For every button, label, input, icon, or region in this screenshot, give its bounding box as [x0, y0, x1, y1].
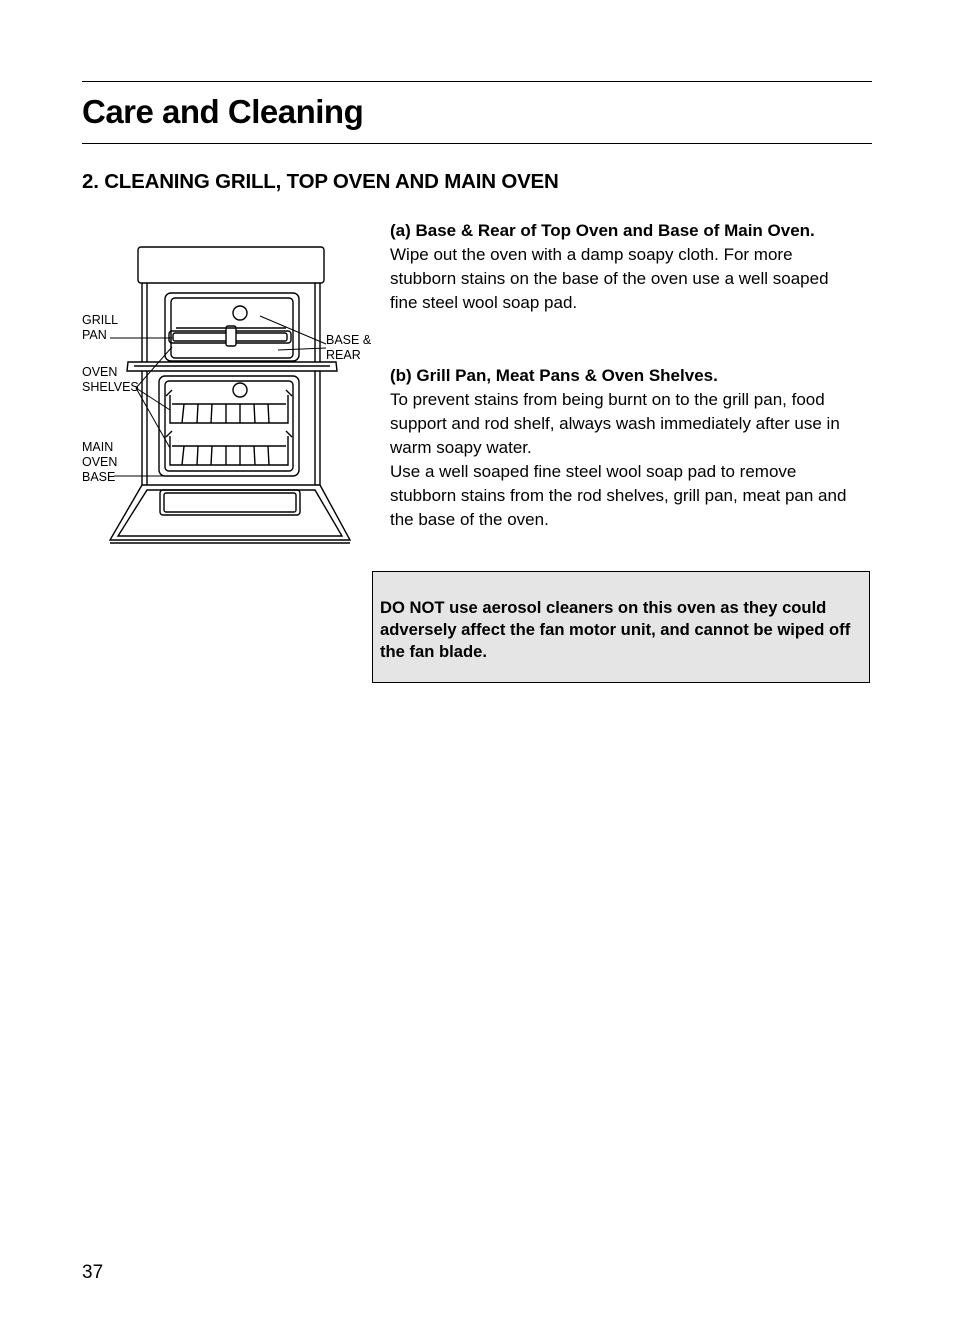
part-b-body-2: Use a well soaped fine steel wool soap pad to remove stubborn stains from the rod shelves, grill pan, meat pan and the base of the oven. [390, 462, 847, 529]
label-grill-pan-line1: GRILL [82, 313, 119, 327]
title-rule [82, 143, 872, 144]
part-a-block [390, 219, 860, 315]
label-oven-shelves-line1: OVEN [82, 365, 118, 379]
warning-text: DO NOT use aerosol cleaners on this oven as they could adversely affect the fan motor unit, and cannot be wiped off the fan blade. [380, 598, 851, 661]
part-b-body-1: To prevent stains from being burnt on to the grill pan, food support and rod shelf, always wash immediately after use in warm soapy water. [390, 390, 840, 457]
label-oven-shelves-line2: SHELVES [82, 380, 139, 394]
section-heading: 2. CLEANING GRILL, TOP OVEN AND MAIN OVEN [82, 170, 559, 193]
label-main-oven-base [82, 440, 142, 485]
label-base-rear [326, 333, 386, 363]
part-b-block [390, 364, 860, 532]
label-main-oven-base-line1: MAIN [82, 440, 114, 454]
part-a-body: Wipe out the oven with a damp soapy cloth. For more stubborn stains on the base of the oven use a well soaped fine steel wool soap pad. [390, 245, 829, 312]
page-number: 37 [82, 1262, 104, 1283]
oven-illustration [80, 240, 380, 550]
label-main-oven-base-line3: BASE [82, 470, 116, 484]
top-rule [82, 81, 872, 82]
label-oven-shelves [82, 365, 152, 395]
part-b-heading: (b) Grill Pan, Meat Pans & Oven Shelves. [390, 366, 718, 385]
oven-diagram [80, 240, 380, 550]
part-a-heading: (a) Base & Rear of Top Oven and Base of Main Oven. [390, 221, 815, 240]
page-title: Care and Cleaning [82, 93, 364, 130]
warning-box [372, 571, 870, 683]
label-grill-pan-line2: PAN [82, 328, 107, 342]
label-base-rear-line2: REAR [326, 348, 361, 362]
label-grill-pan [82, 313, 142, 343]
label-base-rear-line1: BASE & [326, 333, 372, 347]
label-main-oven-base-line2: OVEN [82, 455, 118, 469]
